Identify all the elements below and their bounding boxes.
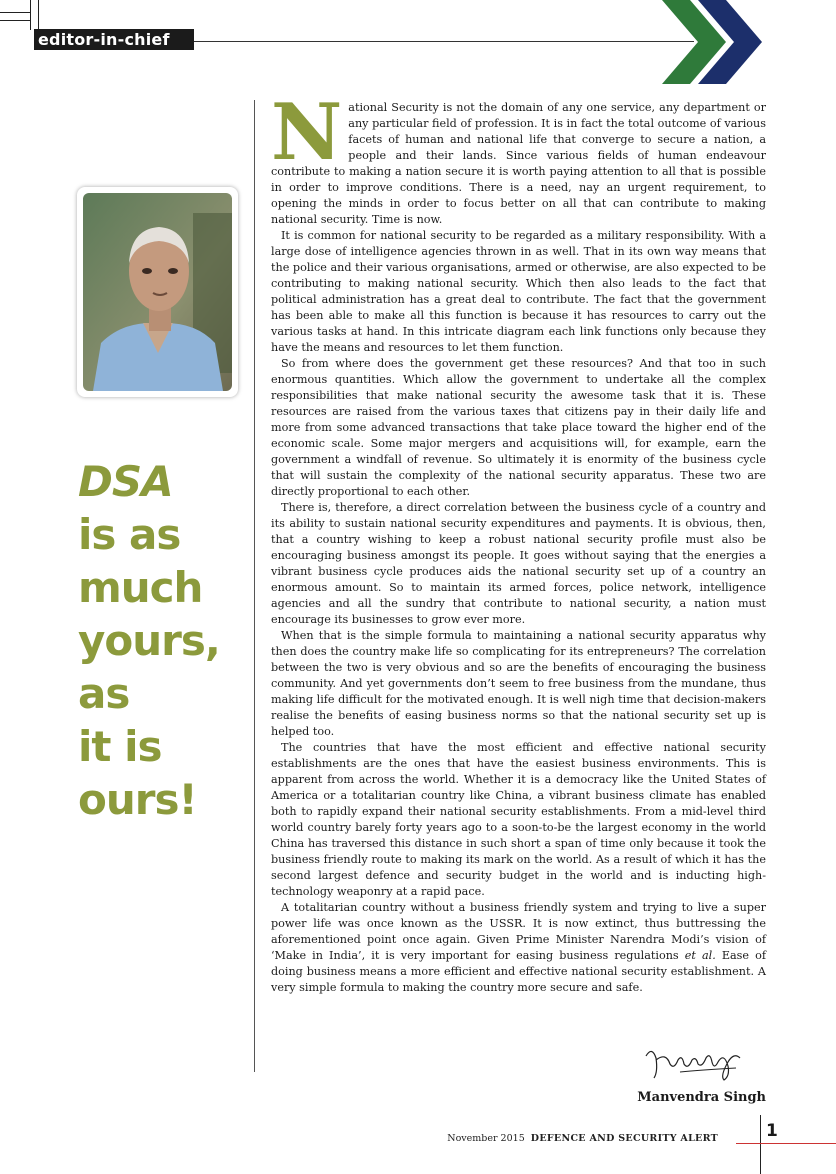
article-paragraph: So from where does the government get these resources? And that too in such enormous quantities. Which allow the government to undertake all the complex responsibilities that make national security the awesome task that it is. These resources are raised from the various taxes that citizens pay in their daily life and more from some advanced transactions that take place toward the higher end of the economic scale. Some major mergers and acquisitions will, for example, earn the government a windfall of revenue. So ultimately it is enormity of the business cycle that will sustain the complexity of the national security apparatus. These two are directly proportional to each other. <box>271 357 766 498</box>
crop-mark-top-left-v2 <box>38 0 39 30</box>
chevron-arrows-logo <box>662 0 772 84</box>
crop-mark-top-left-v <box>30 0 31 30</box>
article-paragraph-text: A totalitarian country without a business friendly system and trying to live a super power life was once known as the USSR. It is now extinct, thus buttressing the aforementioned point once again. Given Prime Minister Narendra Modi’s vision of ‘Make in India’, it is very important for easing business regulations <box>271 901 766 962</box>
page-number: 1 <box>766 1121 778 1141</box>
editor-photo-frame <box>77 187 238 397</box>
crop-mark-top-left-h <box>0 12 30 13</box>
crop-mark-bottom-right-v <box>760 1115 761 1174</box>
crop-mark-top-left-h2 <box>0 20 30 21</box>
footer-rule <box>736 1143 836 1144</box>
tagline-line: is as <box>78 510 181 559</box>
tagline-line: ours! <box>78 775 197 824</box>
article-paragraph-tail: Ease of doing business means a more efficient and effective national security establishment. A very simple formula to making the country more secure and safe. <box>271 949 767 994</box>
article-paragraph: It is common for national security to be regarded as a military responsibility. With a large dose of intelligence agencies thrown in as well. That in its own way means that the police and their various organisations, armed or otherwise, are also expected to be contributing to making national security. Which then also leads to the fact that political administration has a great deal to contribute. The fact that the government has been able to make all this function is because it has resources to carry out the various tasks at hand. In this intricate diagram each link functions only because they have the means and resources to let them function. <box>271 229 766 354</box>
header-rule <box>194 41 694 42</box>
column-divider <box>254 100 255 1072</box>
editor-portrait-photo <box>83 193 232 391</box>
footer-publication: DEFENCE AND SECURITY ALERT <box>530 1133 718 1144</box>
pull-quote-tagline <box>78 455 253 826</box>
article-paragraph: When that is the simple formula to maintaining a national security apparatus why then does the country make life so complicating for its entrepreneurs? The correlation between the two is very obvious and so are the benefits of encouraging the business community. And yet governments don’t seem to free business from the mundane, thus making life difficult for the motivated enough. It is well nigh time that decision-makers realise the benefits of easing business norms so that the national security set up is helped too. <box>271 629 766 738</box>
tagline-line: it is <box>78 722 162 771</box>
drop-cap: N <box>271 87 343 178</box>
section-label: editor-in-chief <box>34 29 194 50</box>
article-paragraph: There is, therefore, a direct correlation between the business cycle of a country and its ability to sustain national security expenditures and payments. It is obvious, then, that a country wishing to keep a robust national security profile must also be encouraging business amongst its people. It goes without saying that the energies a vibrant business cycle produces aids the national security set up of a country an enormous amount. So to maintain its armed forces, police network, intelligence agencies and all the sundry that contribute to national security, a nation must encourage its businesses to grow ever more. <box>271 501 766 626</box>
article-italic-phrase: et al. <box>684 949 716 962</box>
footer-date: November 2015 <box>447 1133 525 1144</box>
article-paragraph <box>271 87 766 228</box>
tagline-line: yours, <box>78 616 220 665</box>
article-paragraph: The countries that have the most efficient and effective national security establishments are the ones that have the easiest business environments. This is apparent from across the world. Whether it is a democracy like the United States of America or a totalitarian country like China, a vibrant business climate has enabled both to rapidly expand their national security establishments. From a mid-level third world country barely forty years ago to a soon-to-be the largest economy in the world China has traversed this distance in such short a span of time only because it took the business friendly route to making its mark on the world. As a result of which it has the second largest defence and security budget in the world and is inducting high-technology weaponry at a rapid pace. <box>271 741 766 898</box>
article-paragraph <box>271 900 766 996</box>
author-name: Manvendra Singh <box>637 1090 766 1105</box>
tagline-line: DSA <box>78 457 173 506</box>
editorial-article <box>271 87 767 996</box>
author-signature <box>640 1042 750 1084</box>
page-footer <box>380 1133 718 1144</box>
article-paragraph-text: ational Security is not the domain of any one service, any department or any particular field of profession. It is in fact the total outcome of various facets of human and national life that converge to secure a nation, a people and their lands. Since various fields of human endeavour contribute to making a nation secure it is worth paying attention to all that is possible in order to improve conditions. There is a need, nay an urgent requirement, to opening the minds in order to focus better on all that can contribute to making national security. Time is now. <box>271 101 766 226</box>
tagline-line: much <box>78 563 203 612</box>
tagline-line: as <box>78 669 130 718</box>
